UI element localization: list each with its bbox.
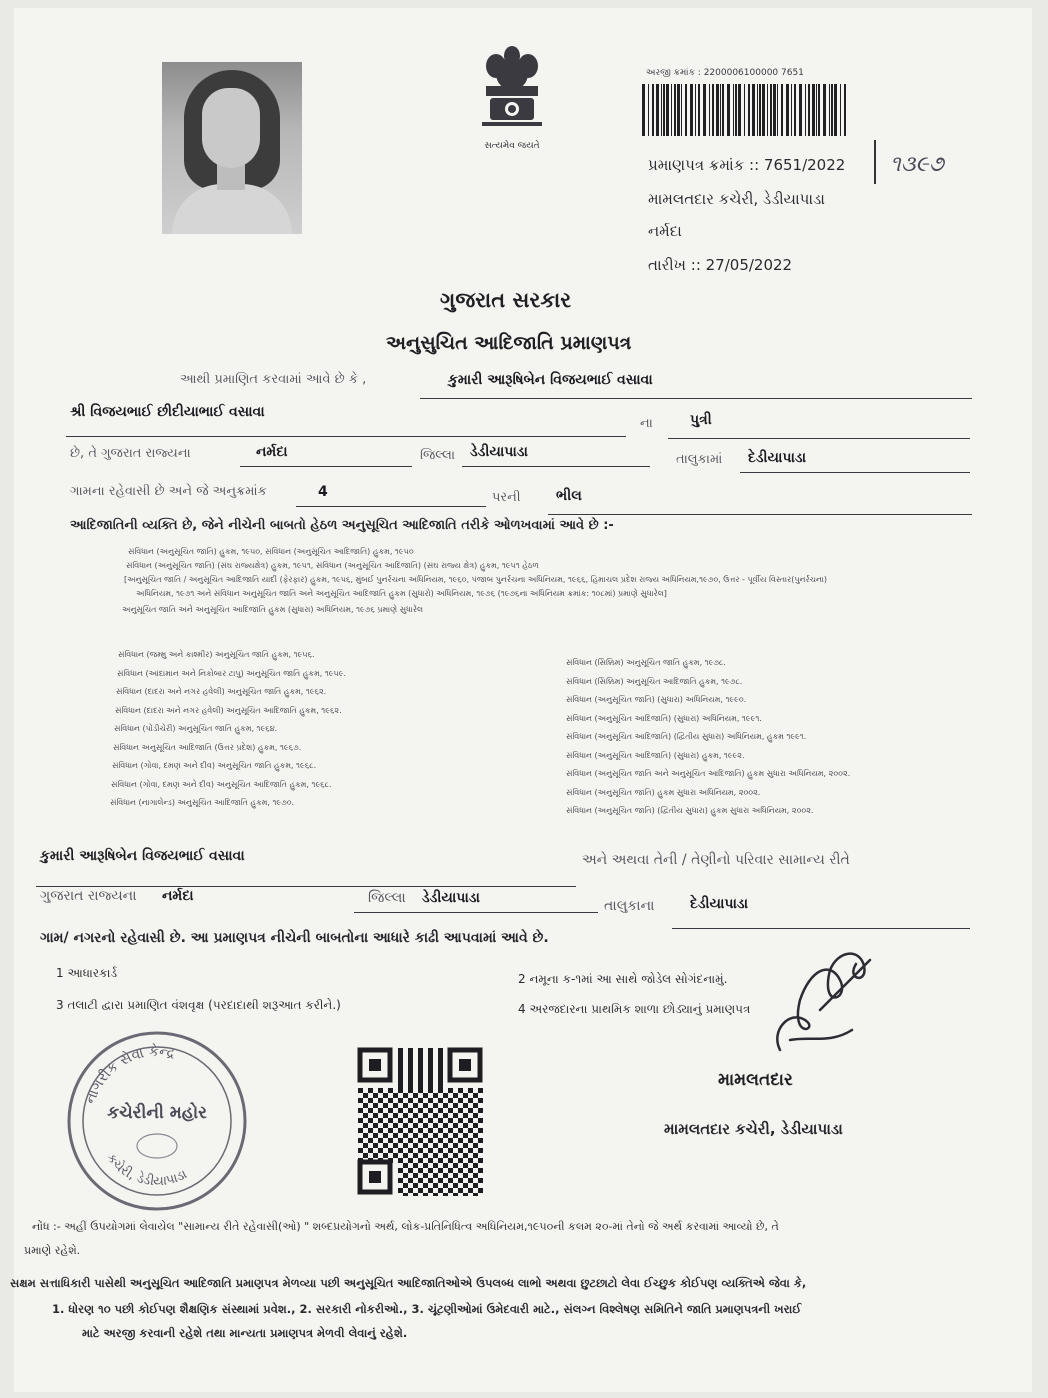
issuing-office: મામલતદાર કચેરી, ડેડીયાપાડા (648, 190, 825, 208)
family-text: અને અથવા તેની / તેણીનો પરિવાર સામાન્ય રીતે (582, 852, 850, 868)
application-number: અરજી ક્રમાંક : 2200006100000 7651 (646, 68, 804, 78)
seal-main-text: કચેરીની મહોર (107, 1103, 207, 1123)
state-label: છે, તે ગુજરાત રાજ્યના (70, 446, 191, 461)
residence-taluka-value: દેડીયાપાડા (690, 896, 749, 912)
signatory-office: મામલતદાર કચેરી, ડેડીયાપાડા (664, 1120, 843, 1138)
order-left-item: સંવિધાન અનુસૂચિત આદિજાતિ (ઉત્તર પ્રદેશ) હુકમ, ૧૯૬૭. (113, 742, 302, 752)
issuing-district: નર્મદા (648, 222, 682, 240)
note-line: સક્ષમ સત્તાધિકારી પાસેથી અનુસૂચિત આદિજાતિ પ્રમાણપત્ર મેળવ્યા પછી અનુસૂચિત આદિજાતિઓએ ઉપલબ્ધ લાભો અથવા છુટછાટો લેવા ઈચ્છુક કોઈપણ વ્યક્તિએ જેવા કે, (10, 1276, 807, 1290)
order-left-item: સંવિધાન (ગોવા, દમણ અને દીવ) અનુસૂચિત જાતિ હુકમ, ૧૯૬૮. (112, 761, 317, 770)
order-left-item: સંવિધાન (ગોવા, દમણ અને દીવ) અનુસૂચિત આદિજાતિ હુકમ, ૧૯૬૮. (111, 779, 332, 789)
order-line: સંવિધાન (અનુસૂચિત જાતિ) હુકમ, ૧૯૫૦, સંવિધાન (અનુસૂચિત આદિજાતિ) હુકમ, ૧૯૫૦ (128, 547, 414, 556)
residence-taluka-label: તાલુકાના (604, 898, 655, 914)
qr-code (356, 1046, 484, 1196)
certify-label: આથી પ્રમાણિત કરવામાં આવે છે કે , (180, 372, 367, 387)
serial-number: 4 (318, 484, 328, 500)
govt-title: ગુજરાત સરકાર (440, 288, 572, 312)
residence-state-label: ગુજરાત રાજ્યના (40, 888, 137, 904)
certificate-number: પ્રમાણપત્ર ક્રમાંક :: 7651/2022 (648, 156, 846, 174)
relation-label: ના (640, 416, 653, 431)
note-line: નોંધ :- અહીં ઉપયોગમાં લેવાયેલ "સામાન્ય રીતે રહેવાસી(ઓ) " શબ્દપ્રયોગનો અર્થ, લોક-પ્રતિનિધિત્વ અધિનિયમ,૧૯૫૦ની કલમ ૨૦-માં તેનો જે અર્થ કરવામાં આવ્યો છે, તે (32, 1220, 779, 1233)
signatory-title: મામલતદાર (718, 1070, 793, 1090)
order-right-item: સંવિધાન (અનુસૂચિત આદિજાતિ) (દ્વિતીય સુધારા) અધિનિયમ, હુકમ ૧૯૯૧. (566, 732, 807, 741)
document-item: 3 તલાટી દ્વારા પ્રમાણિત વંશવૃક્ષ (પરદાદાથી શરૂઆત કરીને.) (56, 998, 341, 1012)
document-item: 1 આધારકાર્ડ (56, 966, 118, 980)
residence-state-value: નર્મદા (162, 888, 194, 904)
district-value: ડેડીયાપાડા (470, 444, 528, 460)
order-line: સંવિધાન (અનુસૂચિત જાતિ) (સંઘ રાજ્યક્ષેત્ર) હુકમ, ૧૯૫૧, સંવિધાન (અનુસૂચિત આદિજાતિ) (સંઘ રાજ્ય ક્ષેત્ર) હુકમ, ૧૯૫૧ હેઠળ (126, 561, 539, 570)
residence-district-value: ડેડીયાપાડા (422, 890, 480, 906)
handwritten-number: ૧૩૯૭ (890, 152, 944, 177)
order-right-item: સંવિધાન (સિક્કિમ) અનુસૂચિત જાતિ હુકમ, ૧૯૭૮. (566, 658, 726, 667)
taluka-label: તાલુકામાં (676, 452, 723, 467)
order-left-item: સંવિધાન (આંદામાન અને નિકોબાર ટાપુ) અનુસૂચિત જાતિ હુકમ, ૧૯૫૯. (117, 668, 347, 678)
signature (760, 940, 880, 1070)
applicant-name: કુમારી આરૂષિબેન વિજયભાઈ વસાવા (448, 372, 653, 388)
order-right-item: સંવિધાન (સિક્કિમ) અનુસૂચિત આદિજાતિ હુકમ, ૧૯૭૮. (566, 676, 743, 686)
district-label: જિલ્લા (420, 448, 456, 463)
order-line: અનુસૂચિત જાતિ અને અનુસૂચિત આદિજાતિ હુકમ (સુધારા) અધિનિયમ, ૧૯૭૬ પ્રમાણે સુધારેલ (122, 605, 424, 614)
order-line: [અનુસૂચિત જાતિ / અનુસૂચિત આદિજાતિ યાદી (ફેરફાર) હુકમ, ૧૯૫૬, મુંબઈ પુનર્રચના અધિનિયમ, ૧૯૬૦, પંજાબ પુનર્રચના અધિનિયમ, ૧૯૬૬, હિમાચલ પ્રદેશ રાજ્ય અધિનિયમ,૧૯૭૦, ઉત્તર - પૂર્વીય વિસ્તાર(પુનર્રચના) (124, 575, 828, 584)
note-line: પ્રમાણે રહેશે. (24, 1244, 81, 1257)
ink-mark (874, 140, 876, 184)
tribe-label: પરની (492, 490, 521, 505)
state-emblem-icon (468, 42, 556, 154)
relation-value: પુત્રી (690, 412, 712, 428)
father-name: શ્રી વિજયભાઈ છીદીયાભાઈ વસાવા (70, 404, 265, 420)
order-left-item: સંવિધાન (જમ્મુ અને કાશ્મીર) અનુસૂચિત જાતિ હુકમ, ૧૯૫૬. (118, 650, 315, 659)
document-item: 2 નમૂના ક-૧માં આ સાથે જોડેલ સોગંદનામું. (518, 972, 728, 986)
order-right-item: સંવિધાન (અનુસૂચિત જાતિ) (દ્વિતીય સુધારા) હુકમ સુધારા અધિનિયમ, ૨૦૦૨. (566, 806, 814, 815)
order-right-item: સંવિધાન (અનુસૂચિત આદિજાતિ) (સુધારા) હુકમ, ૧૯૯૨. (566, 750, 745, 760)
document-item: 4 અરજદારના પ્રાથમિક શાળા છોડ્યાનું પ્રમાણપત્ર (518, 1002, 751, 1016)
note-line: માટે અરજી કરવાની રહેશે તથા માન્યતા પ્રમાણપત્ર મેળવી લેવાનું રહેશે. (82, 1326, 408, 1340)
order-left-item: સંવિધાન (નાગાલેન્ડ) અનુસૂચિત આદિજાતિ હુકમ, ૧૯૭૦. (110, 798, 295, 807)
residence-district-label: જિલ્લા (368, 890, 406, 906)
tribe-name: ભીલ (556, 488, 582, 504)
order-right-item: સંવિધાન (અનુસૂચિત આદિજાતિ) (સુધારા) અધિનિયમ, ૧૯૯૧. (566, 713, 762, 723)
residence-closing: ગામ/ નગરનો રહેવાસી છે. આ પ્રમાણપત્ર નીચેની બાબતોના આધારે કાઢી આપવામાં આવે છે. (40, 930, 549, 946)
order-right-item: સંવિધાન (અનુસૂચિત જાતિ) હુકમ સુધારા અધિનિયમ, ૨૦૦૨. (566, 787, 761, 797)
order-left-item: સંવિધાન (દાદરા અને નગર હવેલી) અનુસૂચિત જાતિ હુકમ, ૧૯૬૨. (116, 687, 327, 696)
certificate-title: અનુસુચિત આદિજાતિ પ્રમાણપત્ર (386, 332, 632, 354)
applicant-photo (162, 62, 302, 234)
state-district-value: નર્મદા (256, 444, 288, 460)
order-left-item: સંવિધાન (દાદરા અને નગર હવેલી) અનુસૂચિત આદિજાતિ હુકમ, ૧૯૬૨. (115, 705, 342, 715)
barcode (640, 84, 850, 136)
serial-label: ગામના રહેવાસી છે અને જે અનુક્રમાંક (70, 484, 267, 499)
emblem-motto: સત્યમેવ જયતે (484, 141, 540, 151)
office-seal (62, 1026, 252, 1216)
order-line: અધિનિયમ, ૧૯૭૧ અને સંવિધાન અનુસૂચિત જાતિ અને અનુસૂચિત આદિજાતિ હુકમ (સુધારો) અધિનિયમ, ૧૯૭૬ (૧૯૭૬ના અધિનિયમ ક્રમાંક: ૧૦૮માં) પ્રમાણે સુધારેલ] (136, 589, 667, 598)
identification-text: આદિજાતિની વ્યક્તિ છે, જેને નીચેની બાબતો હેઠળ અનુસૂચિત આદિજાતિ તરીકે ઓળખવામાં આવે છે :- (70, 518, 614, 533)
seal-ring-text: નાગરીક સેવા કેન્દ્ર (82, 1043, 177, 1107)
taluka-value: દેડીયાપાડા (748, 450, 807, 466)
issue-date: તારીખ :: 27/05/2022 (648, 256, 793, 274)
order-left-item: સંવિધાન (પોંડીચેરી) અનુસૂચિત જાતિ હુકમ, ૧૯૬૪. (114, 724, 278, 733)
note-line: 1. ધોરણ ૧૦ પછી કોઈપણ શૈક્ષણિક સંસ્થામાં પ્રવેશ., 2. સરકારી નોકરીઓ., 3. ચૂંટણીઓમાં ઉમેદવારી માટે., સંલગ્ન વિશ્લેષણ સમિતિને જાતિ પ્રમાણપત્રની ખરાઈ (52, 1302, 802, 1316)
order-right-item: સંવિધાન (અનુસૂચિત જાતિ) (સુધારા) અધિનિયમ, ૧૯૯૦. (566, 695, 747, 704)
seal-bottom-text: કચેરી, ડેડીયાપાડા (103, 1150, 190, 1190)
resident-name: કુમારી આરૂષિબેન વિજયભાઈ વસાવા (40, 848, 245, 864)
order-right-item: સંવિધાન (અનુસૂચિત જાતિ અને અનુસૂચિત આદિજાતિ) હુકમ સુધારા અધિનિયમ, ૨૦૦૨. (566, 769, 851, 778)
